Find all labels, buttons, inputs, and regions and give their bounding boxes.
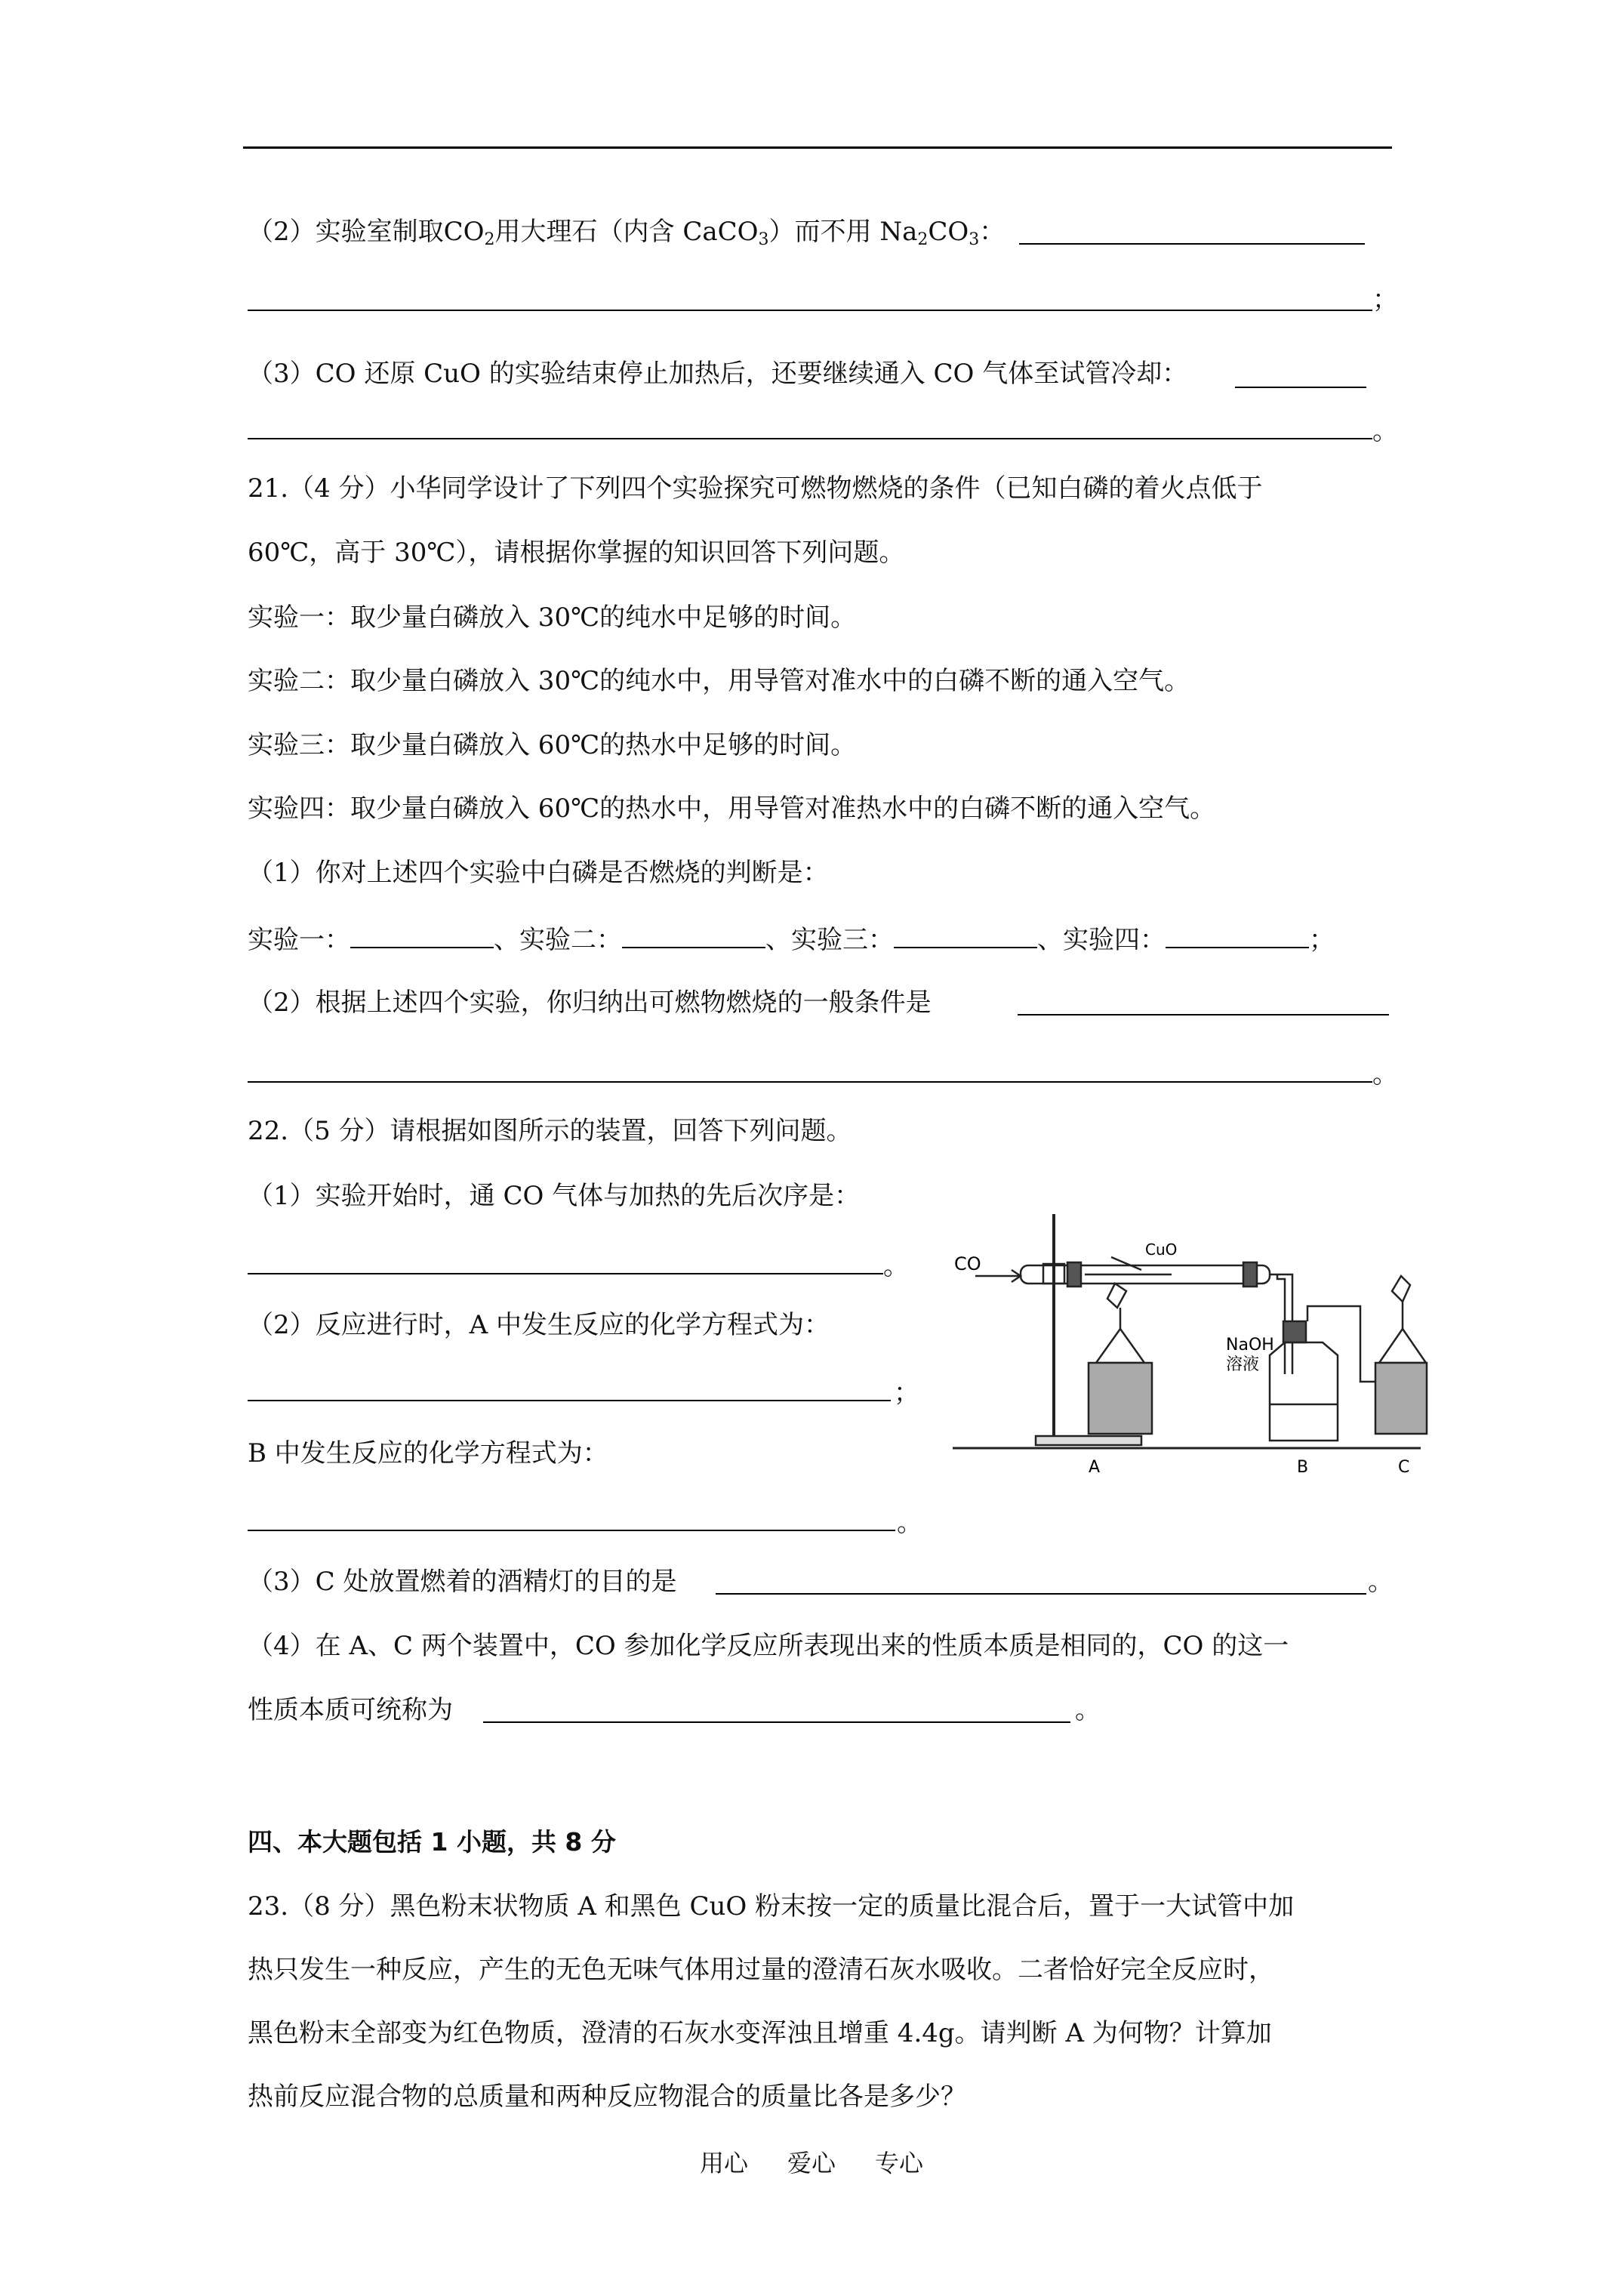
q21-exp2: 实验二：取少量白磷放入 30℃的纯水中，用导管对准水中的白磷不断的通入空气。 [248, 666, 1190, 696]
punct: ； [894, 1378, 919, 1408]
punct: 。 [1368, 1567, 1394, 1597]
answer-blank[interactable] [622, 918, 765, 948]
answer-blank[interactable] [1019, 243, 1365, 245]
section-heading: 四、本大题包括 1 小题，共 8 分 [248, 1827, 616, 1857]
q22-part3: （3）C 处放置燃着的酒精灯的目的是 [248, 1567, 677, 1597]
answer-blank[interactable] [350, 918, 494, 948]
q22-part4b: 性质本质可统称为 [248, 1695, 453, 1725]
q22-part2b: B 中发生反应的化学方程式为： [248, 1438, 608, 1469]
q20-part2: （2）实验室制取$CO_2$用大理石（内含 CaCO$_3$）而不用 $Na_2CO_3$： [248, 217, 1006, 249]
answer-blank[interactable] [894, 918, 1037, 948]
punct: 。 [1372, 416, 1398, 446]
q21-answers: 实验一： 、实验二： 、实验三： 、实验四： ； [248, 918, 1335, 959]
footer-word: 用心 [699, 2149, 748, 2177]
q22-part2: （2）反应进行时，A 中发生反应的化学方程式为： [248, 1310, 830, 1340]
q21-part2: （2）根据上述四个实验，你归纳出可燃物燃烧的一般条件是 [248, 988, 932, 1018]
answer-blank[interactable] [1235, 387, 1366, 388]
punct: 。 [897, 1508, 922, 1538]
answer-blank[interactable] [248, 1400, 891, 1401]
answer-blank[interactable] [248, 310, 1372, 311]
fig-label-cuo: CuO [1145, 1240, 1178, 1259]
q21-stem-2: 60℃，高于 30℃），请根据你掌握的知识回答下列问题。 [248, 538, 905, 568]
q21-stem-1: 21.（4 分）小华同学设计了下列四个实验探究可燃物燃烧的条件（已知白磷的着火点低于 [248, 473, 1263, 504]
q22-part1: （1）实验开始时，通 CO 气体与加热的先后次序是： [248, 1181, 861, 1211]
answer-blank[interactable] [483, 1721, 1070, 1723]
answer-blank[interactable] [248, 1530, 895, 1531]
fig-label-a: A [1089, 1458, 1101, 1477]
footer-word: 爱心 [787, 2149, 836, 2177]
punct: 。 [883, 1251, 909, 1281]
answer-blank[interactable] [1018, 1014, 1389, 1015]
q23-line3: 黑色粉末全部变为红色物质，澄清的石灰水变浑浊且增重 4.4g。请判断 A 为何物？计算加 [248, 2018, 1272, 2048]
q23-line4: 热前反应混合物的总质量和两种反应物混合的质量比各是多少？ [248, 2082, 966, 2112]
footer [0, 2144, 1623, 2179]
footer-word: 专心 [875, 2149, 924, 2177]
q21-exp1: 实验一：取少量白磷放入 30℃的纯水中足够的时间。 [248, 603, 857, 633]
q22-part4: （4）在 A、C 两个装置中，CO 参加化学反应所表现出来的性质本质是相同的，CO 的这一 [248, 1631, 1289, 1661]
q22-stem: 22.（5 分）请根据如图所示的装置，回答下列问题。 [248, 1116, 852, 1146]
punct: 。 [1372, 1059, 1398, 1089]
punct: ； [1372, 285, 1398, 315]
q23-line2: 热只发生一种反应，产生的无色无味气体用过量的澄清石灰水吸收。二者恰好完全反应时， [248, 1955, 1274, 1985]
fig-label-c: C [1398, 1458, 1410, 1477]
answer-blank[interactable] [248, 438, 1372, 439]
answer-blank[interactable] [1166, 918, 1309, 948]
header-rule [243, 146, 1392, 149]
q23-line1: 23.（8 分）黑色粉末状物质 A 和黑色 CuO 粉末按一定的质量比混合后，置于一大试管中加 [248, 1891, 1295, 1922]
answer-blank[interactable] [716, 1593, 1366, 1595]
punct: 。 [1075, 1695, 1101, 1725]
answer-blank[interactable] [248, 1081, 1372, 1083]
q21-part1: （1）你对上述四个实验中白磷是否燃烧的判断是： [248, 858, 829, 888]
q21-exp4: 实验四：取少量白磷放入 60℃的热水中，用导管对准热水中的白磷不断的通入空气。 [248, 794, 1216, 824]
fig-label-solution: 溶液 [1226, 1355, 1260, 1374]
q20-part3: （3）CO 还原 CuO 的实验结束停止加热后，还要继续通入 CO 气体至试管冷却： [248, 359, 1188, 389]
fig-label-co: CO [954, 1253, 981, 1274]
q21-exp3: 实验三：取少量白磷放入 60℃的热水中足够的时间。 [248, 730, 857, 760]
fig-label-naoh: NaOH [1226, 1336, 1274, 1354]
fig-label-b: B [1297, 1458, 1309, 1477]
answer-blank[interactable] [248, 1273, 883, 1274]
apparatus-figure [953, 1200, 1428, 1487]
